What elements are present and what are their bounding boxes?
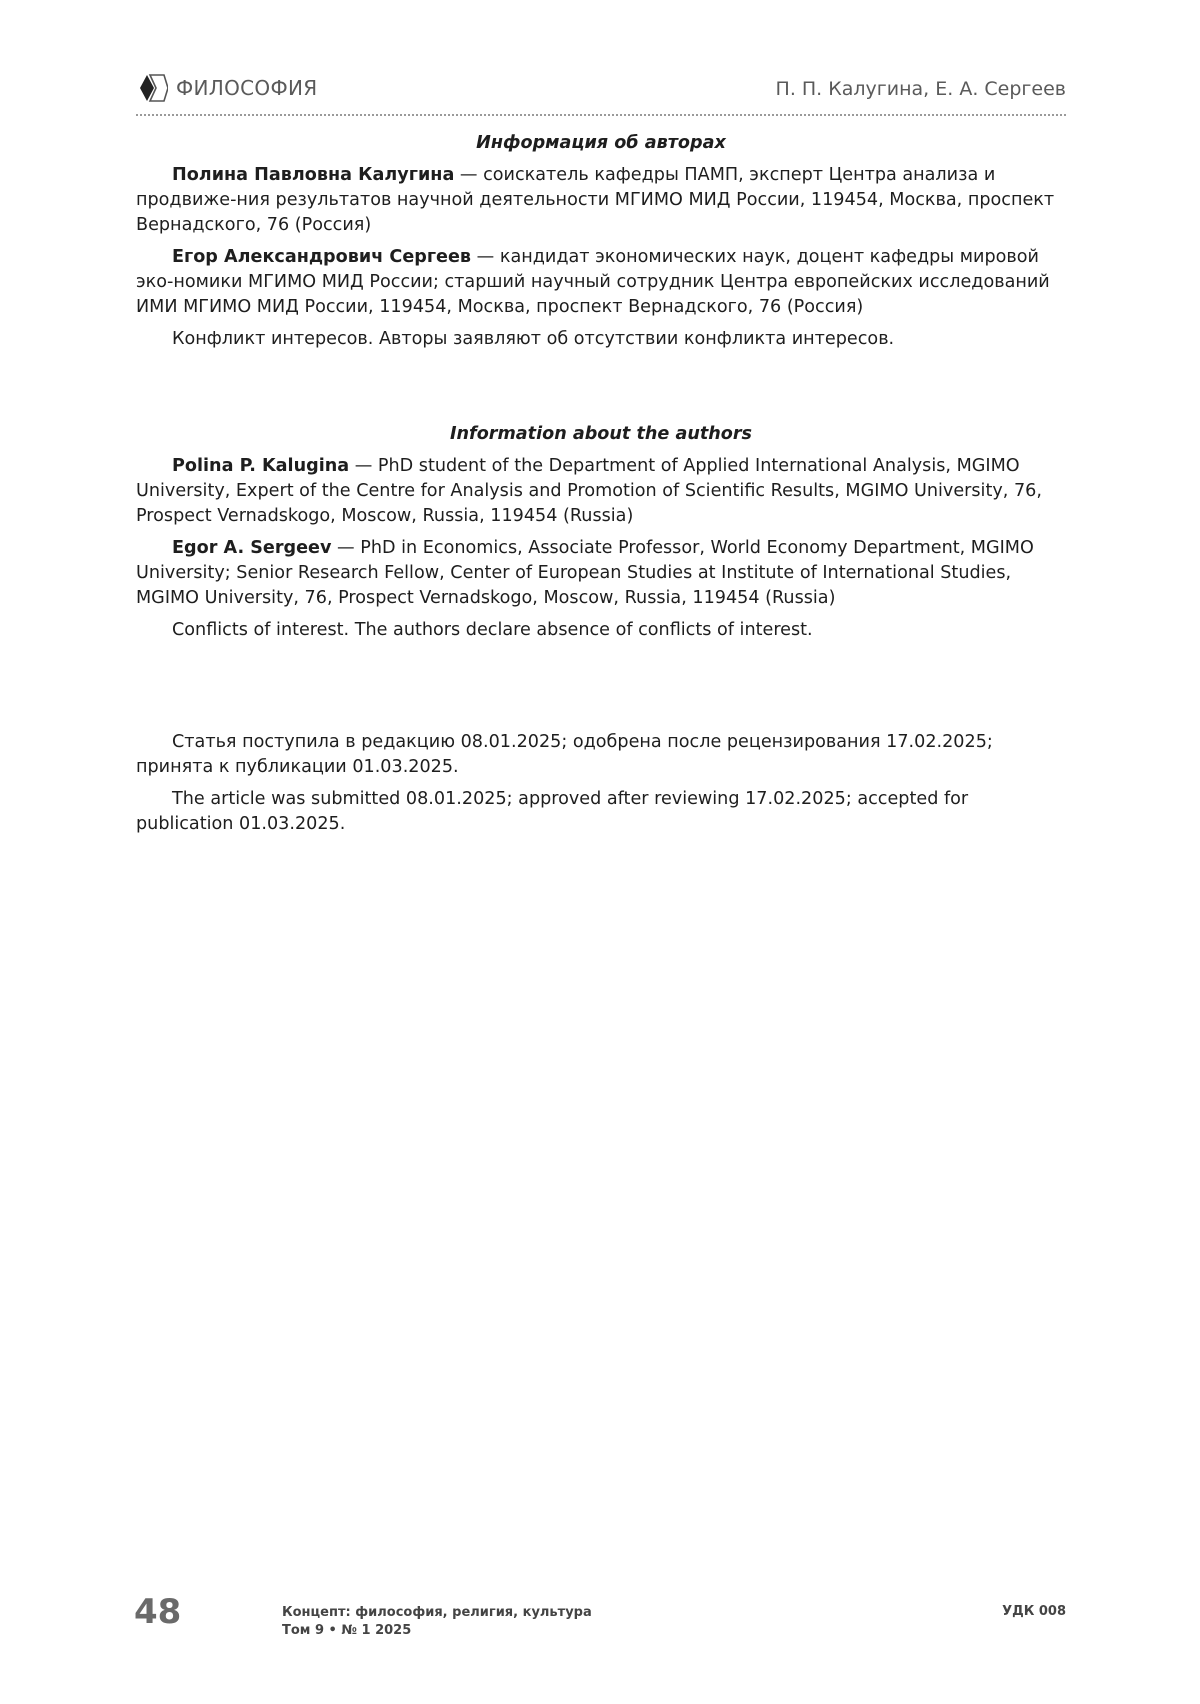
- ru-author-2-name: Егор Александрович Сергеев: [172, 247, 472, 267]
- journal-title: Концепт: философия, религия, культура: [282, 1605, 592, 1620]
- en-author-1-info: — PhD student of the Department of Applied International Analysis, MGIMO University, Expert of the Centre for Analysis and Promotion of Scientific Results, MGIMO University, 76, Prospect Vernadskogo, Moscow, Russia, 119454 (Russia): [136, 456, 1042, 526]
- journal-logo-icon: [138, 74, 168, 106]
- udk-code: УДК 008: [1002, 1604, 1066, 1619]
- spacer: [136, 359, 1066, 421]
- en-article-dates: The article was submitted 08.01.2025; approved after reviewing 17.02.2025; accepted for publication 01.03.2025.: [136, 789, 969, 834]
- article-end-matter: [136, 130, 1066, 844]
- ru-author-1-info: — соискатель кафедры ПАМП, эксперт Центра анализа и продвиже-ния результатов научной деятельности МГИМО МИД России, 119454, Москва, проспект Вернадского, 76 (Россия): [136, 165, 1055, 235]
- ru-conflict-statement: Конфликт интересов. Авторы заявляют об отсутствии конфликта интересов.: [172, 329, 895, 349]
- running-authors: П. П. Калугина, Е. А. Сергеев: [775, 78, 1066, 100]
- journal-issue: Том 9 • № 1 2025: [282, 1623, 412, 1638]
- section-label: ФИЛОСОФИЯ: [176, 76, 318, 100]
- en-author-1-name: Polina P. Kalugina: [172, 456, 350, 476]
- ru-author-2-info: — кандидат экономических наук, доцент кафедры мировой эко-номики МГИМО МИД России; старший научный сотрудник Центра европейских исследований ИМИ МГИМО МИД России, 119454, Москва, проспект Вернадского, 76 (Россия): [136, 247, 1050, 317]
- ru-authors-title: Информация об авторах: [476, 133, 726, 153]
- en-conflict-statement: Conflicts of interest. The authors declare absence of conflicts of interest.: [172, 620, 813, 640]
- en-author-1: [136, 454, 1066, 529]
- en-authors-title: Information about the authors: [449, 424, 753, 444]
- journal-info: [282, 1604, 592, 1640]
- en-author-2-info: — PhD in Economics, Associate Professor, World Economy Department, MGIMO University; Senior Research Fellow, Center of European Studies at Institute of International Studies, MGIMO University, 76, Prospect Vernadskogo, Moscow, Russia, 119454 (Russia): [136, 538, 1034, 608]
- ru-author-1-name: Полина Павловна Калугина: [172, 165, 455, 185]
- en-author-2: [136, 536, 1066, 611]
- running-header: [136, 74, 1066, 116]
- spacer: [136, 650, 1066, 730]
- ru-article-dates: Статья поступила в редакцию 08.01.2025; одобрена после рецензирования 17.02.2025; принята к публикации 01.03.2025.: [136, 732, 993, 777]
- ru-author-2: [136, 245, 1066, 320]
- ru-author-1: [136, 163, 1066, 238]
- en-author-2-name: Egor A. Sergeev: [172, 538, 332, 558]
- page-number: 48: [134, 1592, 182, 1632]
